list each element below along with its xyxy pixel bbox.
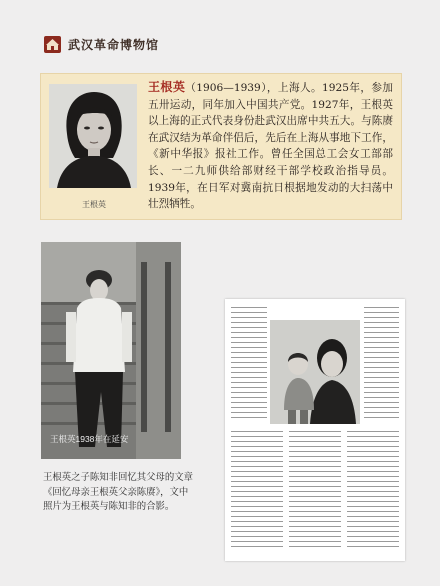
yanan-photo-caption: 王根英1938年在延安: [50, 434, 129, 444]
page-header: [0, 0, 440, 70]
biography-text: [148, 79, 393, 213]
portrait-caption: 王根英: [82, 200, 106, 209]
person-name: 王根英: [148, 80, 186, 94]
article-page-image: [225, 299, 405, 561]
biography-panel: [40, 73, 402, 220]
yanan-photo: [41, 242, 181, 459]
biography-body: （1906—1939），上海人。1925年，参加五卅运动，同年加入中国共产党。1927年，王根英以上海的正式代表身份赴武汉出席中共五大。与陈赓在武汉结为革命伴侣后，先后在上海从事地下工作，《新中华报》报社工作。曾任全国总工会女工部部长、一二九师供给部财经干部学校政治指导员。1939年，在日军对冀南抗日根据地发动的大扫荡中壮烈牺牲。: [148, 82, 393, 211]
museum-logo-icon: [44, 36, 61, 53]
portrait-photo: [49, 84, 137, 188]
article-caption: 王根英之子陈知非回忆其父母的文章《回忆母亲王根英父亲陈赓》，文中照片为王根英与陈知非的合影。: [43, 471, 194, 511]
mother-son-photo: [270, 320, 360, 424]
museum-name: 武汉革命博物馆: [68, 38, 160, 52]
